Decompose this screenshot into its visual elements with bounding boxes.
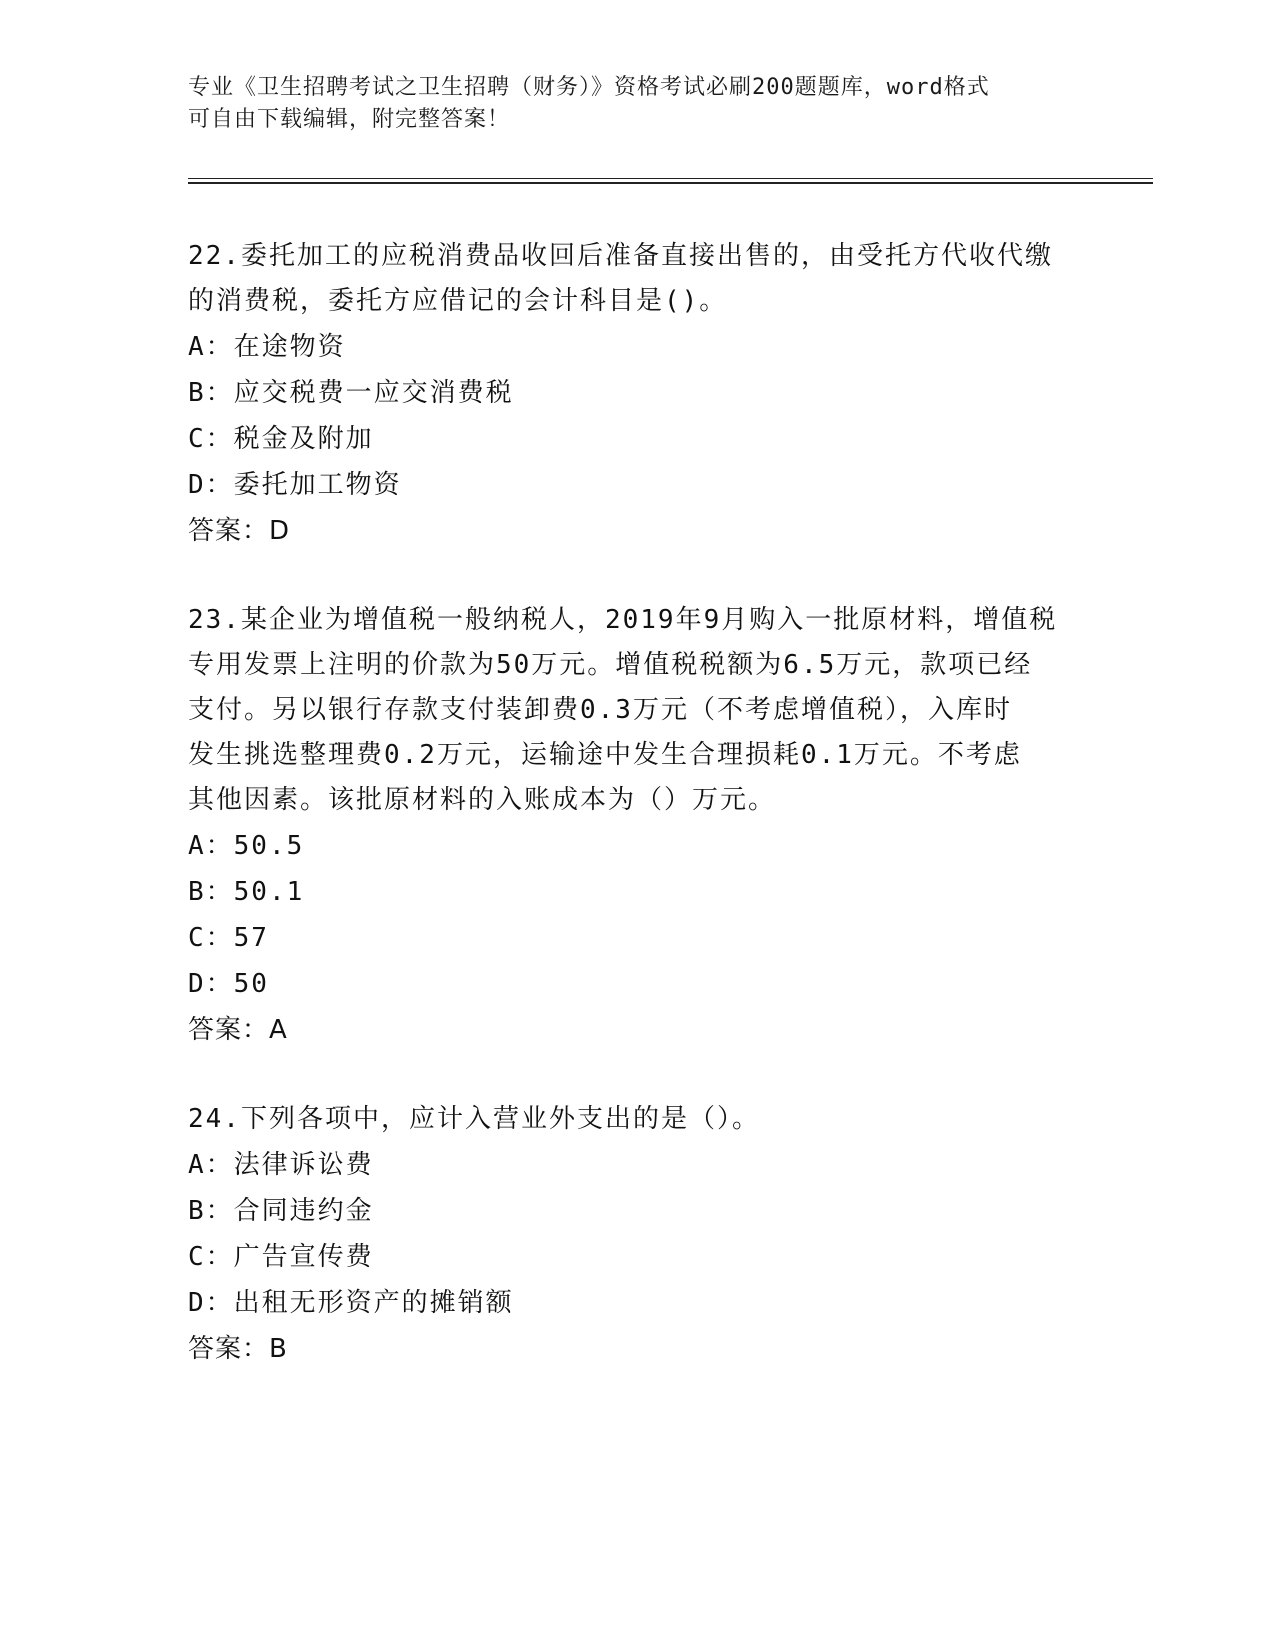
option-c: C：57 bbox=[188, 923, 269, 953]
option-c: C：广告宣传费 bbox=[188, 1242, 374, 1272]
answer-line: 答案：A bbox=[188, 1015, 288, 1045]
option-d: D：委托加工物资 bbox=[188, 470, 402, 500]
option-d: D：50 bbox=[188, 969, 269, 999]
option-b: B：应交税费一应交消费税 bbox=[188, 378, 514, 408]
header-line-2: 可自由下载编辑，附完整答案！ bbox=[188, 107, 511, 132]
question-stem-line: 发生挑选整理费0.2万元，运输途中发生合理损耗0.1万元。不考虑 bbox=[188, 740, 1022, 770]
question-24 bbox=[188, 1097, 1088, 1372]
option-d: D：出租无形资产的摊销额 bbox=[188, 1288, 514, 1318]
answer-line: 答案：B bbox=[188, 1334, 288, 1364]
header-divider-thick bbox=[188, 182, 1153, 184]
question-stem-line: 专用发票上注明的价款为50万元。增值税税额为6.5万元，款项已经 bbox=[188, 650, 1033, 680]
option-a: A：50.5 bbox=[188, 831, 305, 861]
question-stem-line: 23.某企业为增值税一般纳税人，2019年9月购入一批原材料，增值税 bbox=[188, 605, 1058, 635]
question-23 bbox=[188, 598, 1088, 1053]
question-stem-line: 22.委托加工的应税消费品收回后准备直接出售的，由受托方代收代缴 bbox=[188, 241, 1053, 271]
question-stem-line: 其他因素。该批原材料的入账成本为（）万元。 bbox=[188, 785, 777, 815]
header-divider-thin bbox=[188, 178, 1153, 179]
option-b: B：50.1 bbox=[188, 877, 305, 907]
question-stem-line: 支付。另以银行存款支付装卸费0.3万元（不考虑增值税），入库时 bbox=[188, 695, 1012, 725]
option-a: A：在途物资 bbox=[188, 332, 346, 362]
document-header bbox=[188, 72, 1088, 136]
question-22 bbox=[188, 234, 1088, 554]
option-c: C：税金及附加 bbox=[188, 424, 374, 454]
answer-line: 答案：D bbox=[188, 516, 291, 546]
option-a: A：法律诉讼费 bbox=[188, 1150, 374, 1180]
question-stem-line: 的消费税，委托方应借记的会计科目是()。 bbox=[188, 286, 728, 316]
header-line-1: 专业《卫生招聘考试之卫生招聘（财务）》资格考试必刷200题题库，word格式 bbox=[188, 75, 990, 100]
option-b: B：合同违约金 bbox=[188, 1196, 374, 1226]
question-stem-line: 24.下列各项中，应计入营业外支出的是（）。 bbox=[188, 1104, 760, 1134]
